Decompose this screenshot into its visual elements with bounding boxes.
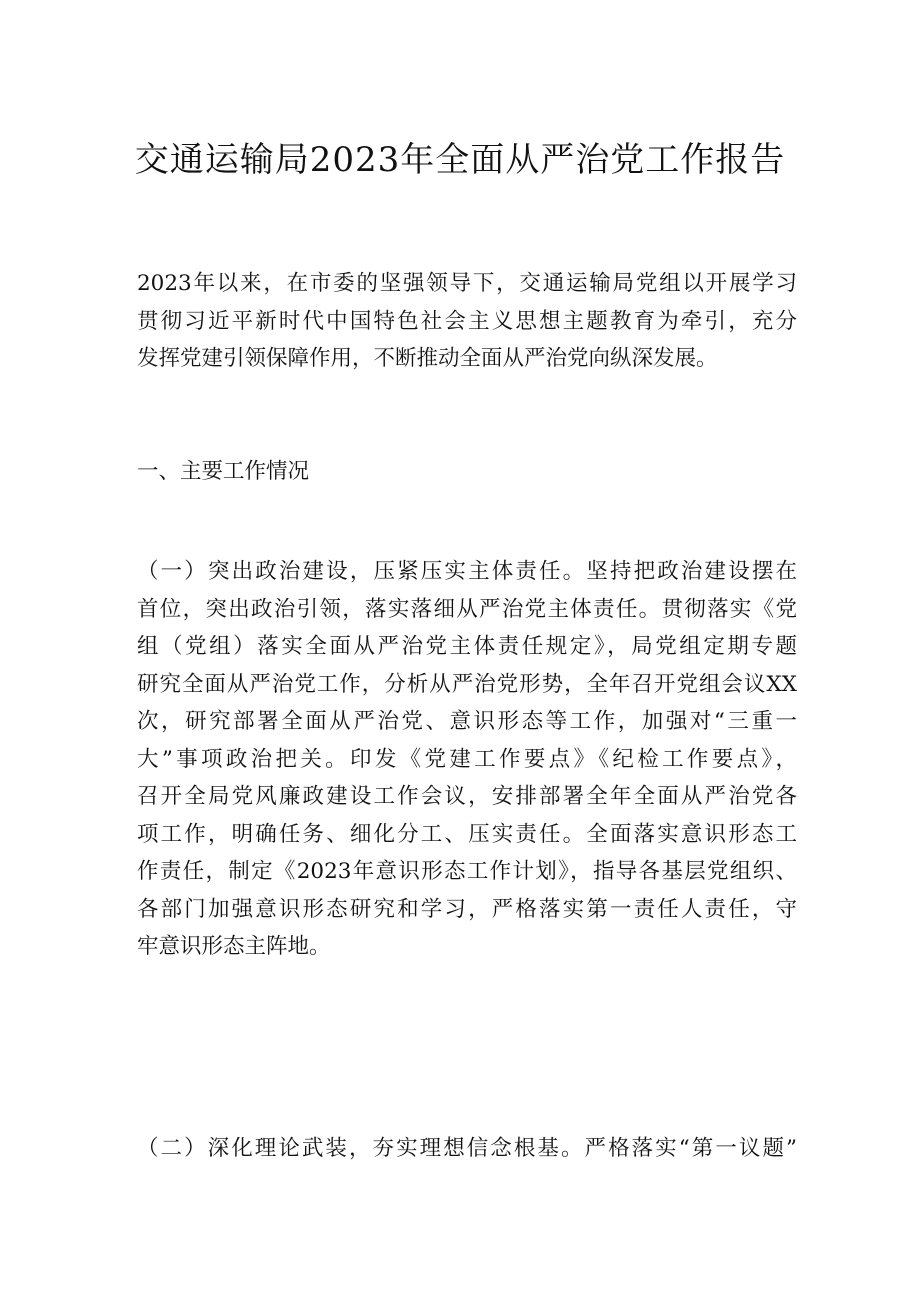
section-heading: 一、主要工作情况: [137, 459, 310, 484]
subsection-2-paragraph: [137, 1130, 797, 1168]
text-line: 研究全面从严治党工作，分析从严治党形势，全年召开党组会议XX: [137, 671, 797, 697]
text-line: 大”事项政治把关。印发《党建工作要点》《纪检工作要点》，: [137, 746, 797, 772]
text-line: 次，研究部署全面从严治党、意识形态等工作，加强对“三重一: [137, 709, 797, 734]
text-line: 牢意识形态主阵地。: [137, 934, 331, 959]
text-line: 组（党组）落实全面从严治党主体责任规定》，局党组定期专题: [137, 634, 797, 659]
document-title: 交通运输局2023年全面从严治党工作报告: [134, 140, 786, 180]
subsection-1-paragraph: [137, 553, 797, 966]
text-line: 项工作，明确任务、细化分工、压实责任。全面落实意识形态工: [137, 821, 797, 847]
text-line: 各部门加强意识形态研究和学习，严格落实第一责任人责任，守: [137, 896, 797, 922]
intro-paragraph: [137, 265, 797, 378]
text-line: （一）突出政治建设，压紧压实主体责任。坚持把政治建设摆在: [137, 559, 797, 584]
text-line: 发挥党建引领保障作用，不断推动全面从严治党向纵深发展。: [137, 346, 718, 371]
text-line: 2023年以来，在市委的坚强领导下，交通运输局党组以开展学习: [137, 271, 797, 296]
text-line: 作责任，制定《2023年意识形态工作计划》，指导各基层党组织、: [137, 859, 797, 884]
text-line: （二）深化理论武装，夯实理想信念根基。严格落实“第一议题”: [137, 1136, 797, 1161]
text-line: 首位，突出政治引领，落实落细从严治党主体责任。贯彻落实《党: [137, 596, 797, 622]
text-line: 贯彻习近平新时代中国特色社会主义思想主题教育为牵引，充分: [137, 308, 797, 334]
text-line: 召开全局党风廉政建设工作会议，安排部署全年全面从严治党各: [137, 784, 797, 809]
